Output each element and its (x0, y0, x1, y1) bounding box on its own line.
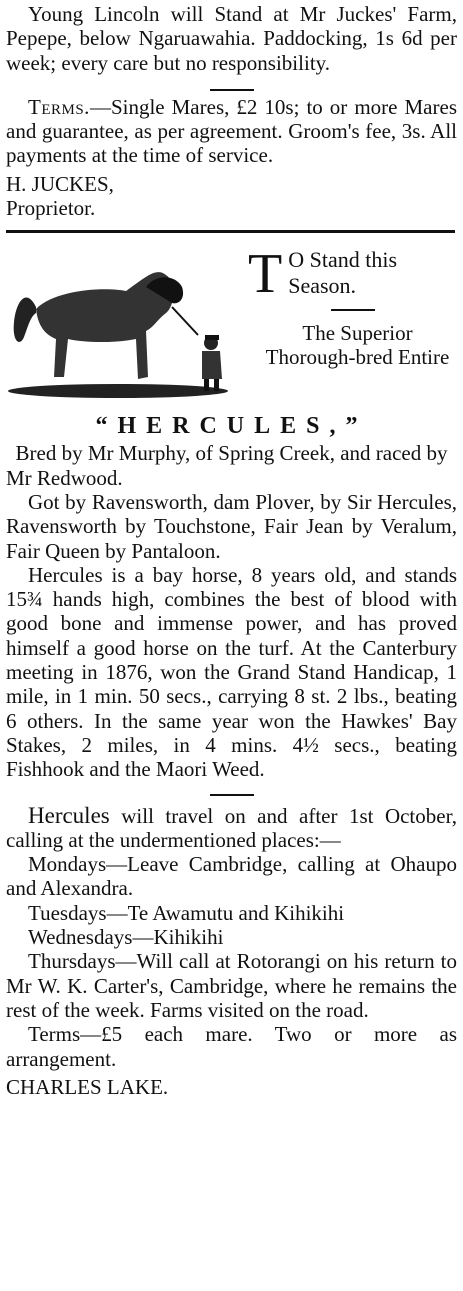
ad2-signature: CHARLES LAKE. (6, 1074, 169, 1099)
advertisement-column (6, 0, 457, 1099)
ad-heading-block (238, 243, 457, 405)
hercules-ad (6, 243, 457, 1099)
schedule-item: Wednesdays—Kihikihi (28, 925, 224, 950)
drop-cap: T (248, 243, 283, 306)
ad-subheading: The Superior Thorough-bred Entire (265, 321, 450, 370)
bred-by: Bred by Mr Murphy, of Spring Creek, and raced by Mr Redwood. (6, 441, 448, 490)
schedule-item: Tuesdays—Te Awamutu and Kihikihi (28, 900, 345, 925)
heading-divider (331, 309, 375, 311)
heading-rest: O Stand this Season. (288, 247, 398, 299)
travel-text: will travel on and after 1st October, calling at the undermentioned places:— (6, 803, 457, 852)
schedule-list (6, 852, 457, 1022)
travel-notice (6, 804, 457, 853)
schedule-item: Thursdays—Will call at Rotorangi on his return to Mr W. K. Carter's, Cambridge, where he remains the rest of the week. Farms visited on the road. (6, 949, 457, 1022)
ad-header (6, 243, 457, 405)
young-lincoln-ad (6, 0, 457, 220)
terms-label: Terms. (28, 94, 90, 119)
section-divider (210, 794, 254, 796)
ad1-signature-title: Proprietor. (6, 196, 96, 221)
travel-horse-name: Hercules (28, 802, 110, 828)
ad1-signature: H. JUCKES, (6, 171, 114, 196)
pedigree: Got by Ravensworth, dam Plover, by Sir Hercules, Ravensworth by Touchstone, Fair Jean by Veralum, Fair Queen by Pantaloon. (6, 489, 457, 563)
ad2-terms: Terms—£5 each mare. Two or more as arrangement. (6, 1022, 457, 1071)
schedule-item: Mondays—Leave Cambridge, calling at Ohaupo and Alexandra. (6, 852, 457, 901)
ad1-body: Young Lincoln will Stand at Mr Juckes' Farm, Pepepe, below Ngaruawahia. Paddocking, 1s 6d per week; every care but no responsibility. (6, 2, 457, 75)
horse-and-groom-illustration (6, 247, 238, 405)
horse-icon (6, 247, 238, 405)
ad1-terms (6, 95, 457, 168)
horse-name: “HERCULES,” (95, 413, 368, 440)
section-divider (210, 89, 254, 91)
advertisement-separator (6, 230, 455, 233)
description: Hercules is a bay horse, 8 years old, and stands 15¾ hands high, combines the best of blood with good bone and immense power, and has proved himself a good horse on the turf. At the Canterbury meeting in 1876, won the Grand Stand Handicap, 1 mile, in 1 min. 50 secs., carrying 8 st. 2 lbs., beating 6 others. In the same year won the Hawkes' Bay Stakes, 2 miles, in 4 mins. 4½ secs., beating Fishhook and the Maori Weed. (6, 562, 457, 782)
terms-text: —Single Mares, £2 10s; to or more Mares and guarantee, as per agreement. Groom's fee, 3s. All payments at the time of service. (6, 94, 457, 168)
ad-heading (248, 243, 457, 306)
